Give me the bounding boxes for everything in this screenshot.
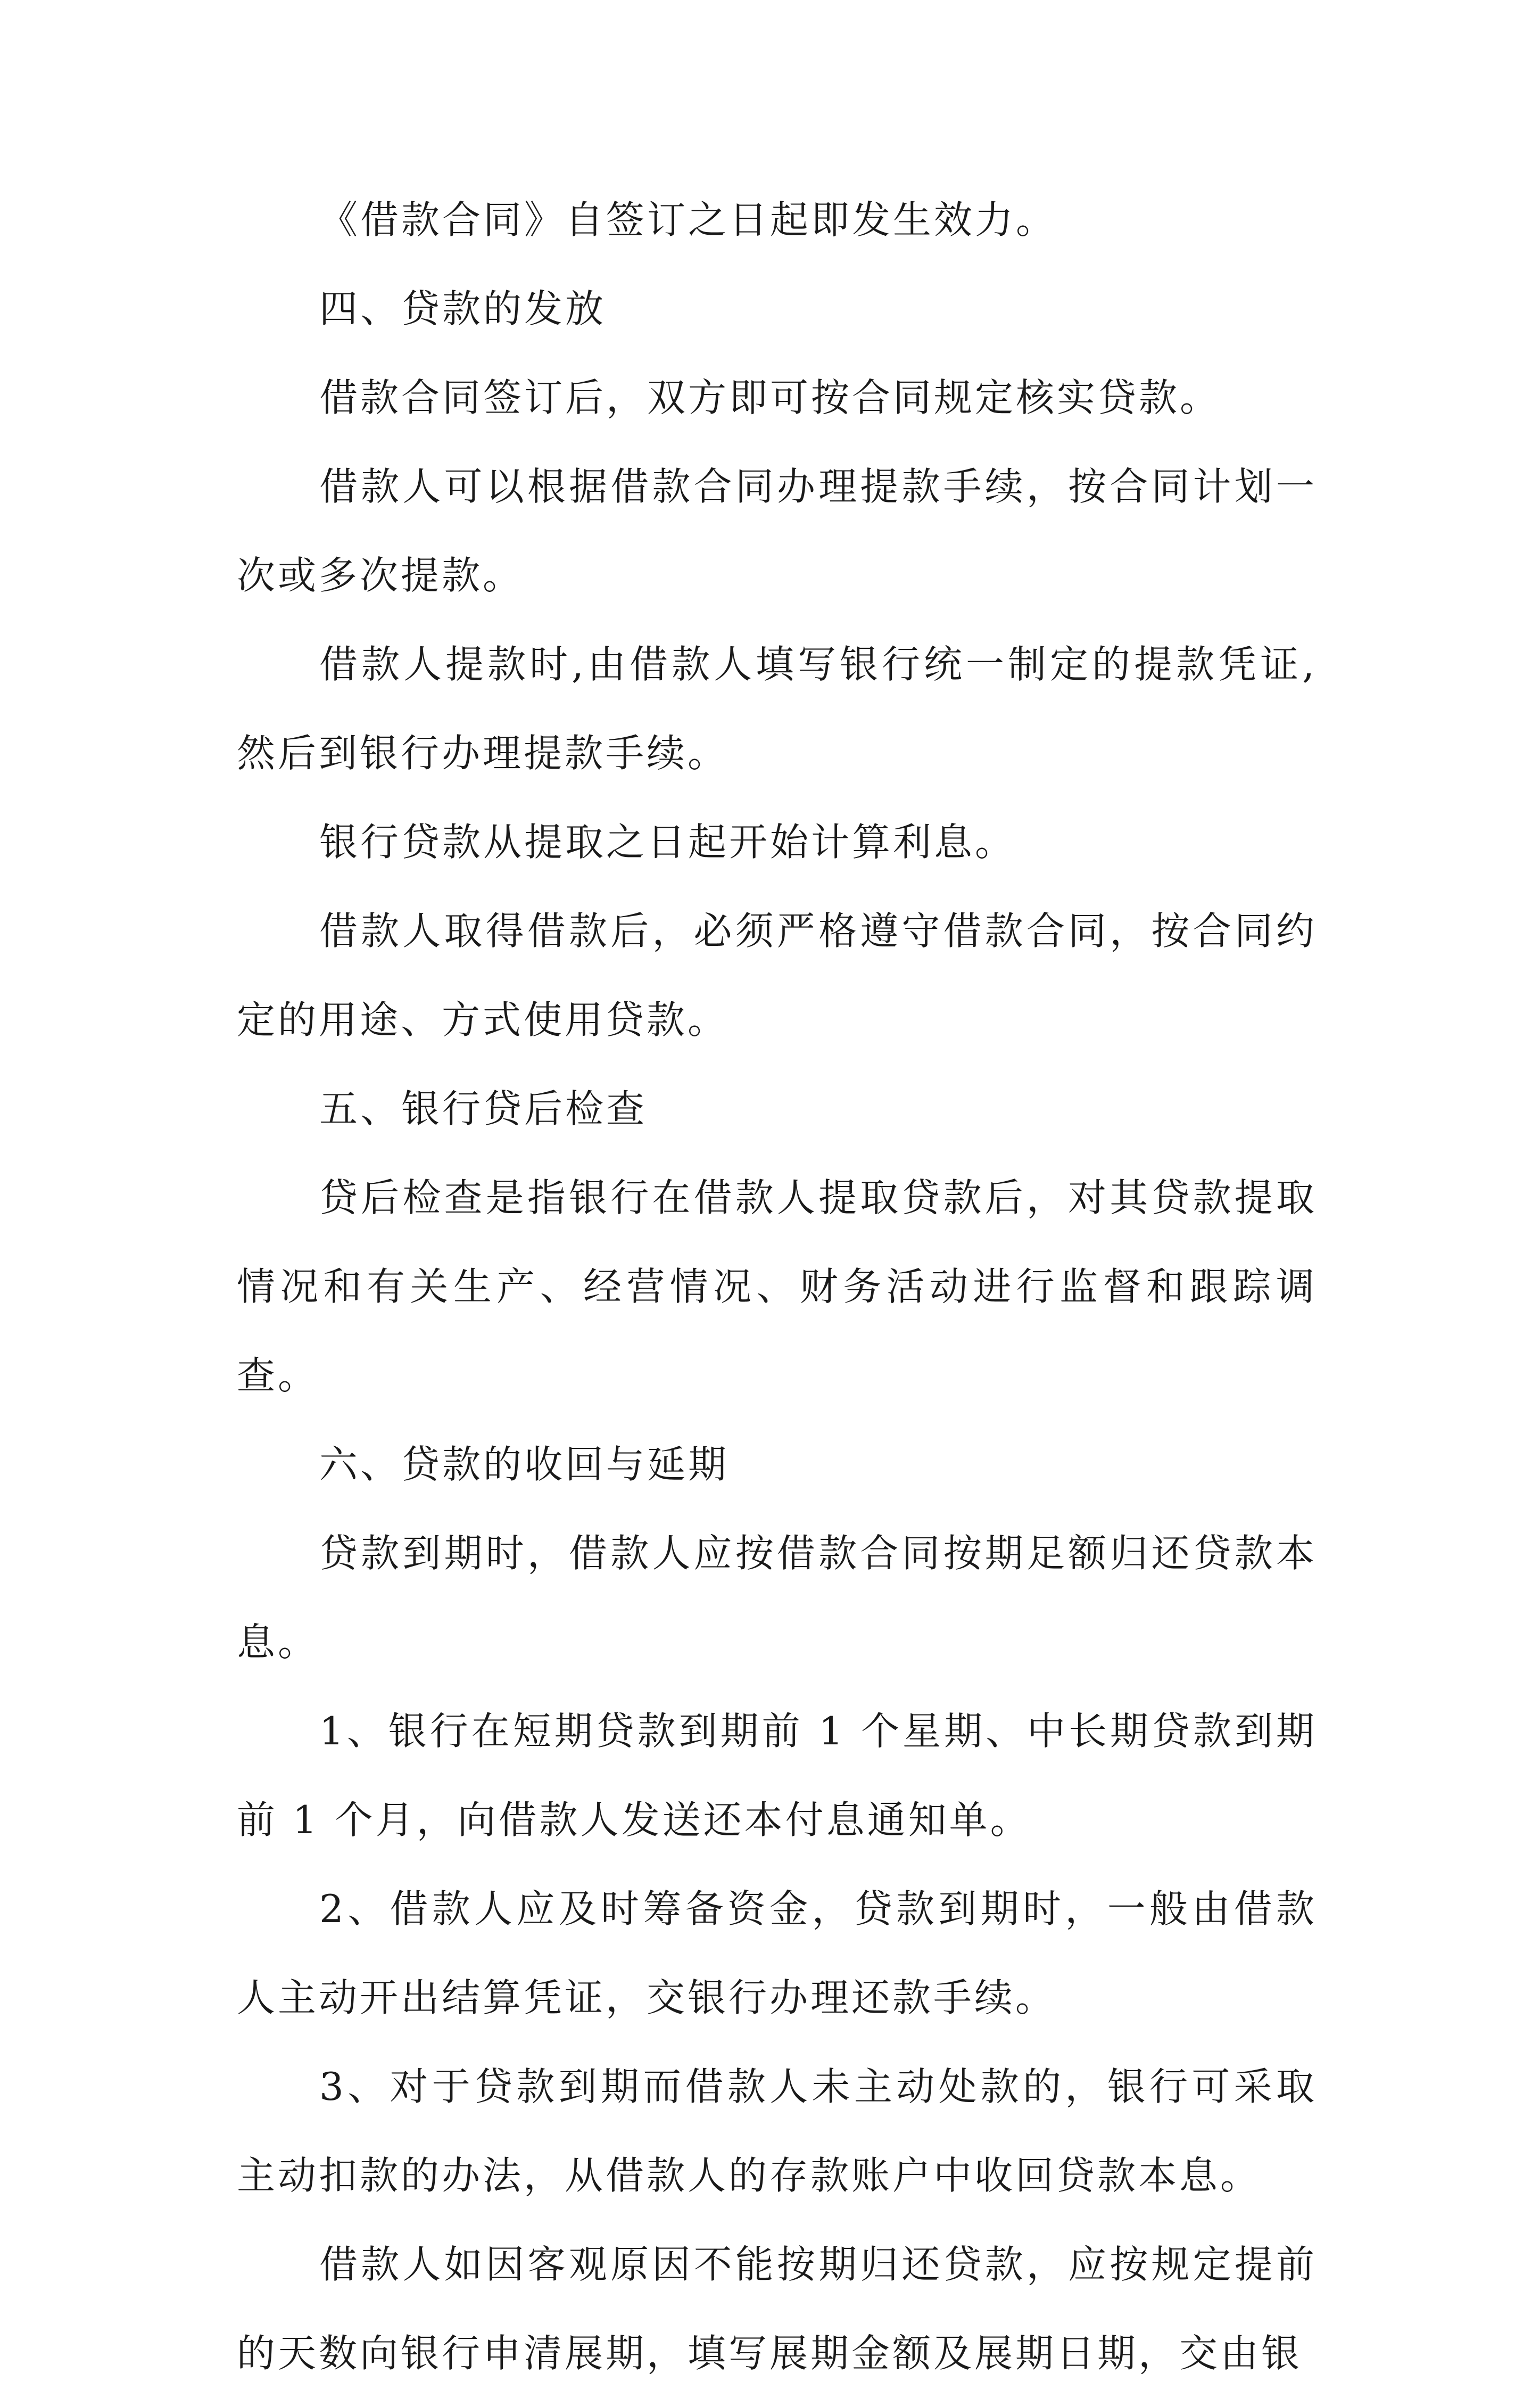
paragraph-repayment-due: 贷款到期时，借款人应按借款合同按期足额归还贷款本息。 [237, 1531, 1317, 1664]
paragraph-item-3: 3、对于贷款到期而借款人未主动处款的，银行可采取主动扣款的办法，从借款人的存款账户中收回贷款本息。 [237, 2064, 1317, 2198]
paragraph-withdrawal-voucher: 借款人提款时,由借款人填写银行统一制定的提款凭证,然后到银行办理提款手续。 [237, 642, 1317, 776]
paragraph-contract-effective: 《借款合同》自签订之日起即发生效力。 [319, 197, 1057, 242]
paragraph-verify-loan: 借款合同签订后，双方即可按合同规定核实贷款。 [319, 375, 1221, 420]
paragraph-interest-start: 银行贷款从提取之日起开始计算利息。 [319, 820, 1016, 864]
paragraph-item-1: 1、银行在短期贷款到期前 1 个星期、中长期贷款到期前 1 个月，向借款人发送还本付息通知单。 [237, 1709, 1317, 1842]
paragraph-item-2: 2、借款人应及时筹备资金，贷款到期时，一般由借款人主动开出结算凭证，交银行办理还款手续。 [237, 1886, 1317, 2020]
heading-loan-disbursement: 四、贷款的发放 [319, 286, 607, 331]
heading-loan-recovery: 六、贷款的收回与延期 [319, 1442, 730, 1487]
paragraph-withdrawal-procedure: 借款人可以根据借款合同办理提款手续，按合同计划一次或多次提款。 [237, 464, 1317, 598]
paragraph-post-loan-definition: 贷后检查是指银行在借款人提取贷款后，对其贷款提取情况和有关生产、经营情况、财务活动进行监督和跟踪调查。 [237, 1175, 1317, 1398]
heading-post-loan-check: 五、银行贷后检查 [319, 1086, 648, 1131]
body-text [237, 176, 1317, 2398]
paragraph-extension: 借款人如因客观原因不能按期归还贷款，应按规定提前的天数向银行申清展期，填写展期金额及展期日期，交由银 [237, 2242, 1317, 2376]
paragraph-loan-usage: 借款人取得借款后，必须严格遵守借款合同，按合同约定的用途、方式使用贷款。 [237, 909, 1317, 1042]
